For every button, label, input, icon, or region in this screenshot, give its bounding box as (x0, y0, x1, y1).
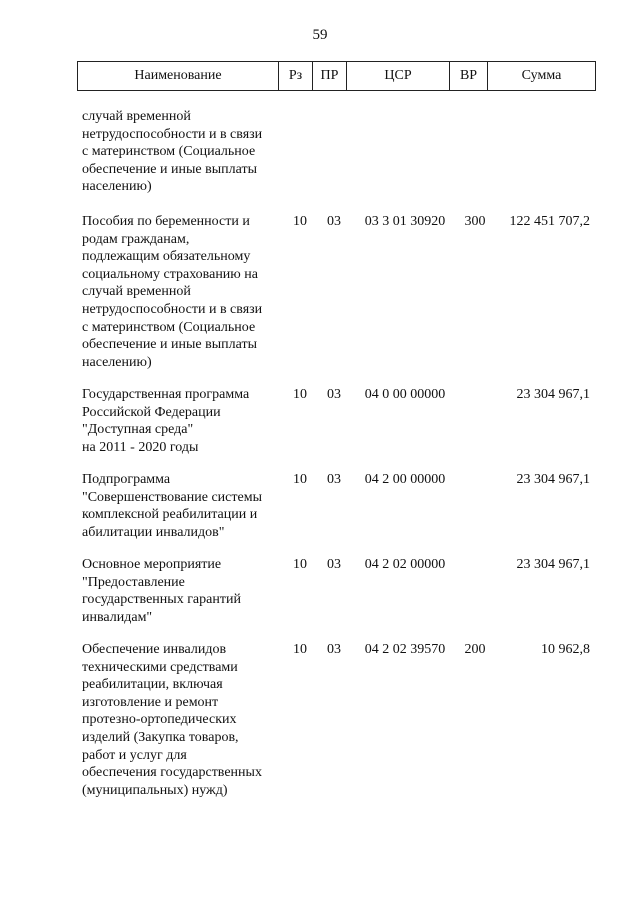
row-sum: 10 962,8 (541, 642, 590, 657)
header-csr: ЦСР (347, 62, 450, 91)
row-rz: 10 (293, 557, 307, 572)
row-pr: 03 (327, 642, 341, 657)
row-pr: 03 (327, 472, 341, 487)
row-csr: 04 2 00 00000 (364, 472, 446, 487)
row-csr: 04 2 02 00000 (364, 557, 446, 572)
row-name: Пособия по беременности и родам гражданам, подлежащим обязательному социальному страхованию на случай временной нетрудоспособности и в связи с материнством (Социальное обеспечение и иные выплаты населению) (82, 214, 263, 370)
row-csr: 03 3 01 30920 (364, 214, 446, 229)
page-number: 59 (312, 27, 328, 43)
row-csr: 04 2 02 39570 (364, 642, 446, 657)
row-sum: 23 304 967,1 (516, 387, 590, 402)
row-vr: 200 (464, 642, 486, 657)
row-rz: 10 (293, 214, 307, 229)
row-name: Подпрограмма "Совершенствование системы комплексной реабилитации и абилитации инвалидов" (82, 472, 262, 540)
header-vr: ВР (450, 62, 488, 91)
header-pr: ПР (313, 62, 347, 91)
row-pr: 03 (327, 214, 341, 229)
row-sum: 122 451 707,2 (509, 214, 590, 229)
table-header (77, 61, 596, 91)
row-rz: 10 (293, 642, 307, 657)
row-csr: 04 0 00 00000 (364, 387, 446, 402)
row-name: случай временной нетрудоспособности и в связи с материнством (Социальное обеспечение и иные выплаты населению) (82, 109, 263, 195)
row-pr: 03 (327, 387, 341, 402)
row-rz: 10 (293, 387, 307, 402)
row-vr: 300 (464, 214, 486, 229)
header-sum: Сумма (488, 62, 596, 91)
header-name: Наименование (78, 62, 279, 91)
row-pr: 03 (327, 557, 341, 572)
header-rz: Рз (279, 62, 313, 91)
row-sum: 23 304 967,1 (516, 472, 590, 487)
row-rz: 10 (293, 472, 307, 487)
row-sum: 23 304 967,1 (516, 557, 590, 572)
row-name: Обеспечение инвалидов техническими средствами реабилитации, включая изготовление и ремонт протезно-ортопедических изделий (Закупка товаров, работ и услуг для обеспечения государственных (муниципальных) нужд) (82, 642, 262, 798)
row-name: Государственная программа Российской Федерации "Доступная среда" на 2011 - 2020 годы (82, 387, 250, 455)
row-name: Основное мероприятие "Предоставление государственных гарантий инвалидам" (82, 557, 241, 625)
